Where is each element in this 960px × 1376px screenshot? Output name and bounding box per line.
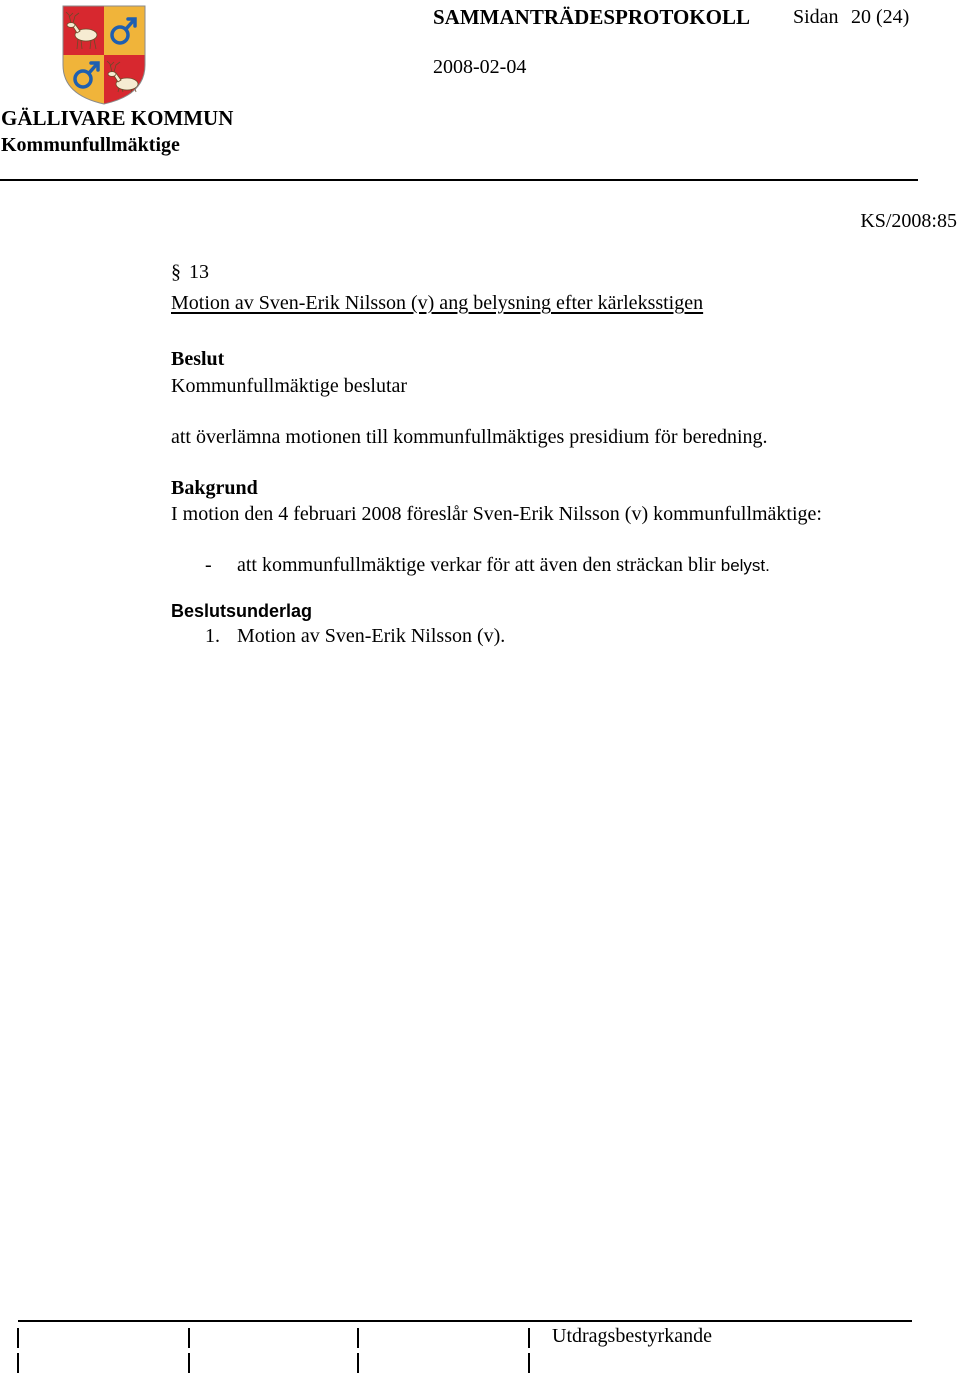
signature-field-divider — [528, 1353, 530, 1373]
protocol-title: SAMMANTRÄDESPROTOKOLL — [433, 5, 750, 29]
basis-item-marker: 1. — [205, 625, 220, 647]
footer-divider — [18, 1320, 912, 1322]
decision-intro: Kommunfullmäktige beslutar — [171, 375, 408, 397]
list-item-marker: - — [205, 554, 212, 576]
coat-of-arms-icon — [62, 5, 146, 105]
signature-field-divider — [528, 1328, 530, 1348]
municipality-name: GÄLLIVARE KOMMUN — [1, 106, 234, 130]
signature-field-divider — [188, 1328, 190, 1348]
signature-field-divider — [357, 1353, 359, 1373]
signature-field-divider — [188, 1353, 190, 1373]
signature-field-divider — [17, 1353, 19, 1373]
body-name: Kommunfullmäktige — [1, 134, 180, 156]
decision-heading: Beslut — [171, 348, 225, 370]
basis-heading: Beslutsunderlag — [171, 601, 313, 621]
list-item — [237, 554, 770, 577]
paragraph-number: 13 — [189, 261, 209, 283]
case-title: Motion av Sven-Erik Nilsson (v) ang belysning efter kärleksstigen — [171, 292, 704, 314]
page-label: Sidan — [793, 6, 839, 28]
signature-field-divider — [357, 1328, 359, 1348]
diary-number: KS/2008:85 — [860, 210, 957, 232]
signature-field-divider — [17, 1328, 19, 1348]
list-item-text-end: belyst. — [720, 556, 770, 575]
background-heading: Bakgrund — [171, 477, 258, 499]
header-divider — [0, 179, 918, 181]
decision-text: att överlämna motionen till kommunfullmäktiges presidium för beredning. — [171, 426, 768, 448]
basis-item-text: Motion av Sven-Erik Nilsson (v). — [237, 625, 506, 647]
certification-label: Utdragsbestyrkande — [552, 1325, 712, 1347]
list-item-text: att kommunfullmäktige verkar för att även den sträckan blir — [237, 554, 716, 576]
paragraph-symbol: § — [171, 261, 181, 283]
background-text: I motion den 4 februari 2008 föreslår Sven-Erik Nilsson (v) kommunfullmäktige: — [171, 503, 822, 525]
meeting-date: 2008-02-04 — [433, 56, 527, 78]
page-number: 20 (24) — [851, 6, 910, 28]
